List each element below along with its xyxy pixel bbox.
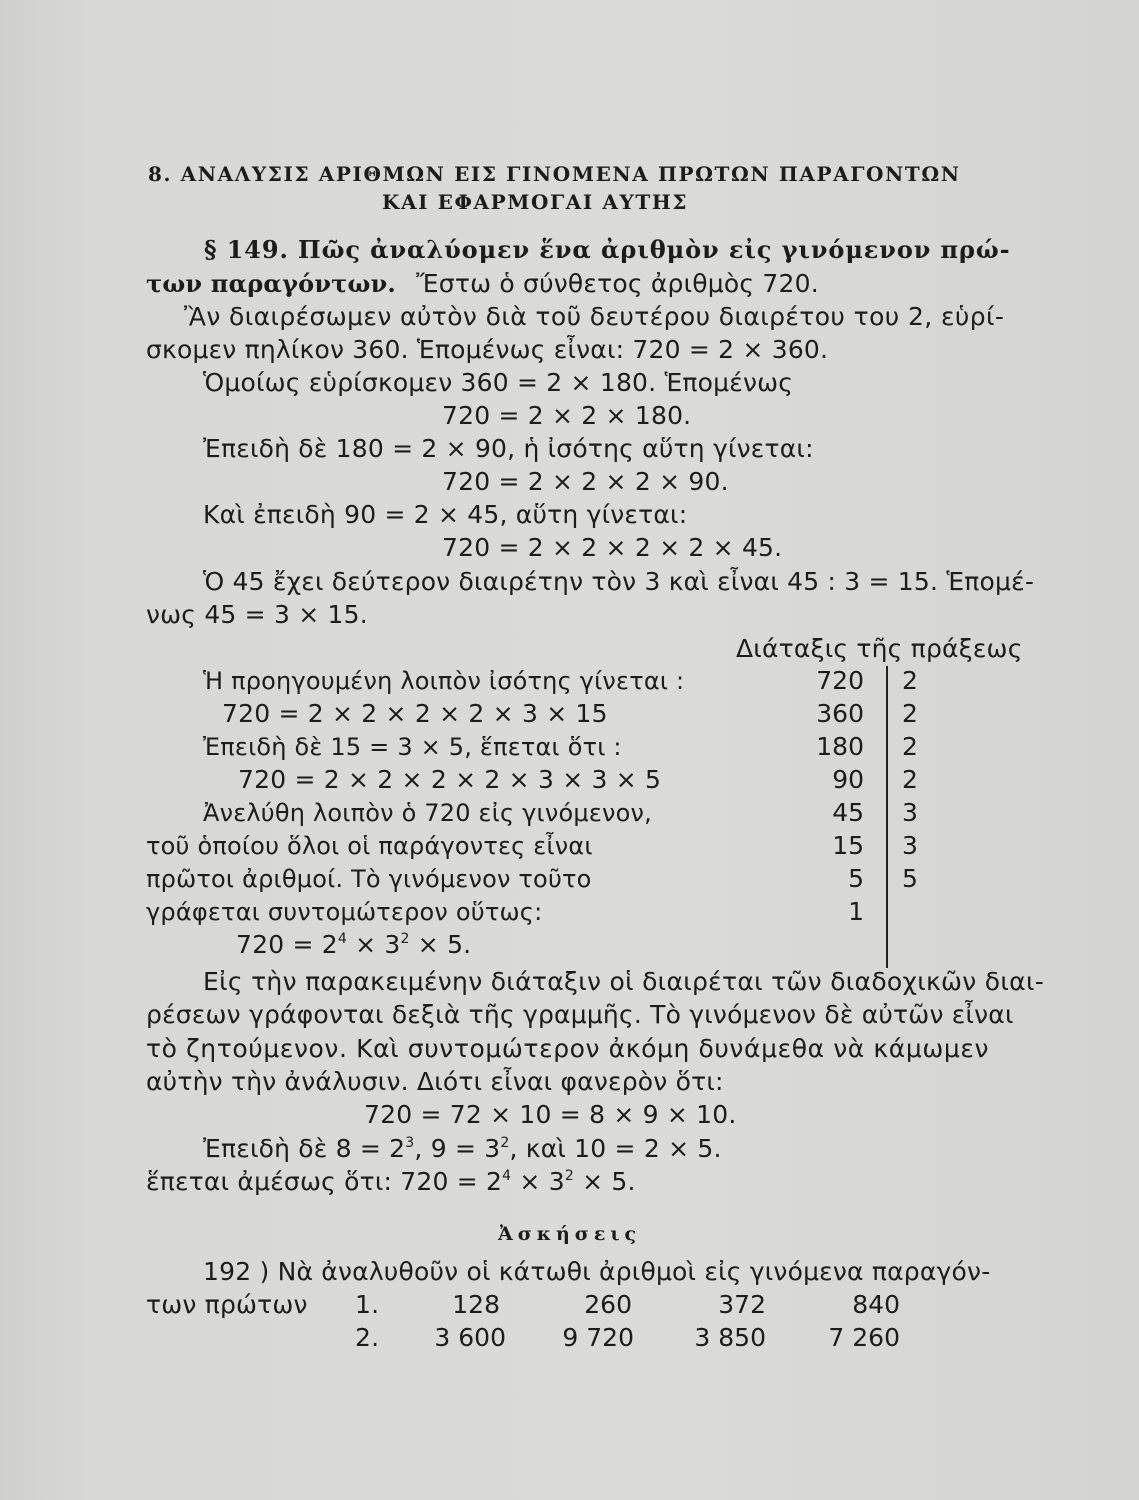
- quotient: 1: [848, 897, 864, 926]
- divisor: 3: [902, 831, 918, 860]
- text-fragment: × 3: [511, 1167, 565, 1196]
- equation: 720 = 2 × 2 × 2 × 90.: [442, 467, 729, 496]
- explanation-equation: 720 = 72 × 10 = 8 × 9 × 10.: [364, 1100, 737, 1129]
- quotient: 360: [816, 699, 864, 728]
- table-caption: Διάταξις τῆς πράξεως: [736, 634, 1023, 663]
- final-factorization: [236, 929, 471, 961]
- exercise-value: 840: [852, 1290, 900, 1319]
- text-line: Ὁ 45 ἔχει δεύτερον διαιρέτην τὸν 3 καὶ εἶναι 45 : 3 = 15. Ἑπομέ-: [203, 567, 1035, 596]
- text-fragment: , 9 = 3: [414, 1134, 501, 1163]
- text-fragment: × 5.: [573, 1167, 636, 1196]
- explanation-line: ρέσεων γράφονται δεξιὰ τῆς γραμμῆς. Τὸ γινόμενον δὲ αὐτῶν εἶναι: [146, 1000, 1014, 1029]
- explanation-line: τὸ ζητούμενον. Καὶ συντομώτερον ἀκόμη δυνάμεθα νὰ κάμωμεν: [146, 1034, 990, 1063]
- text-fragment: Ἐπειδὴ δὲ 8 = 2: [203, 1134, 406, 1163]
- left-equation: 720 = 2 × 2 × 2 × 2 × 3 × 3 × 5: [238, 765, 662, 794]
- quotient: 180: [816, 732, 864, 761]
- divisor: 2: [902, 666, 918, 695]
- exercise-value: 7 260: [828, 1323, 900, 1352]
- quotient: 15: [832, 831, 864, 860]
- final-end: × 5.: [409, 930, 472, 959]
- explanation-line: [146, 1166, 636, 1198]
- exercise-value: 372: [718, 1290, 766, 1319]
- paragraph-title-line2: [146, 268, 819, 300]
- paragraph-title-line1: § 149. Πῶς ἀναλύομεν ἕνα ἀριθμὸν εἰς γινόμενον πρώ-: [204, 235, 1011, 264]
- final-base: 720 = 2: [236, 930, 338, 959]
- left-text-line: πρῶτοι ἀριθμοί. Τὸ γινόμενον τοῦτο: [146, 865, 592, 893]
- text-line: νως 45 = 3 × 15.: [146, 600, 368, 629]
- section-heading-line2: ΚΑΙ ΕΦΑΡΜΟΓΑΙ ΑΥΤΗΣ: [382, 190, 689, 214]
- divisor: 2: [902, 765, 918, 794]
- divisor: 3: [902, 798, 918, 827]
- left-text-line: Ἐπειδὴ δὲ 15 = 3 × 5, ἕπεται ὅτι :: [203, 733, 622, 761]
- exponent: 4: [502, 1168, 512, 1184]
- left-equation: 720 = 2 × 2 × 2 × 2 × 3 × 15: [222, 699, 608, 728]
- text-line: Ἐπειδὴ δὲ 180 = 2 × 90, ἡ ἰσότης αὕτη γίνεται:: [203, 434, 814, 463]
- exercise-value: 128: [452, 1290, 500, 1319]
- explanation-line: Εἰς τὴν παρακειμένην διάταξιν οἱ διαιρέται τῶν διαδοχικῶν διαι-: [203, 967, 1045, 996]
- exponent: 2: [564, 1168, 574, 1184]
- exercise-intro: 192 ) Νὰ ἀναλυθοῦν οἱ κάτωθι ἀριθμοὶ εἰς γινόμενα παραγόν-: [203, 1257, 991, 1286]
- text-line: σκομεν πηλίκον 360. Ἑπομένως εἶναι: 720 = 2 × 360.: [146, 335, 829, 364]
- left-text-line: γράφεται συντομώτερον οὕτως:: [146, 898, 543, 926]
- exercise-row-label: 2.: [355, 1323, 380, 1352]
- text-line: Ὁμοίως εὑρίσκομεν 360 = 2 × 180. Ἑπομένως: [203, 368, 794, 397]
- division-line: [886, 666, 888, 968]
- exercise-value: 3 850: [694, 1323, 766, 1352]
- exponent: 3: [405, 1135, 415, 1151]
- equation: 720 = 2 × 2 × 180.: [442, 401, 692, 430]
- text-fragment: , καὶ 10 = 2 × 5.: [509, 1134, 722, 1163]
- text-fragment: ἕπεται ἀμέσως ὅτι: 720 = 2: [146, 1167, 503, 1196]
- section-heading-line1: 8. ΑΝΑΛΥΣΙΣ ΑΡΙΘΜΩΝ ΕΙΣ ΓΙΝΟΜΕΝΑ ΠΡΩΤΩΝ ΠΑΡΑΓΟΝΤΩΝ: [148, 162, 961, 186]
- text-line: Καὶ ἐπειδὴ 90 = 2 × 45, αὕτη γίνεται:: [203, 500, 688, 529]
- exercises-title: Ἀσκήσεις: [498, 1223, 642, 1245]
- exercise-value: 9 720: [562, 1323, 634, 1352]
- exponent: 2: [500, 1135, 510, 1151]
- quotient: 5: [848, 864, 864, 893]
- divisor: 5: [902, 864, 918, 893]
- exponent: 2: [400, 931, 410, 947]
- left-text-line: Ἡ προηγουμένη λοιπὸν ἰσότης γίνεται :: [203, 667, 685, 695]
- exercise-row-label: 1.: [355, 1290, 380, 1319]
- text-line: Ἂν διαιρέσωμεν αὐτὸν διὰ τοῦ δευτέρου διαιρέτου του 2, εὑρί-: [184, 302, 1005, 331]
- exercise-value: 260: [584, 1290, 632, 1319]
- divisor: 2: [902, 699, 918, 728]
- exponent: 4: [337, 931, 347, 947]
- equation: 720 = 2 × 2 × 2 × 2 × 45.: [442, 533, 783, 562]
- left-text-line: τοῦ ὁποίου ὅλοι οἱ παράγοντες εἶναι: [146, 832, 593, 860]
- exercise-value: 3 600: [434, 1323, 506, 1352]
- left-text-line: Ἀνελύθη λοιπὸν ὁ 720 εἰς γινόμενον,: [203, 799, 652, 827]
- paragraph-intro: Ἔστω ὁ σύνθετος ἀριθμὸς 720.: [416, 269, 819, 298]
- quotient: 90: [832, 765, 864, 794]
- explanation-line: [203, 1133, 722, 1165]
- quotient: 720: [816, 666, 864, 695]
- exercise-lead: των πρώτων: [146, 1290, 308, 1319]
- quotient: 45: [832, 798, 864, 827]
- explanation-line: αὐτὴν τὴν ἀνάλυσιν. Διότι εἶναι φανερὸν ὅτι:: [146, 1067, 724, 1096]
- divisor: 2: [902, 732, 918, 761]
- final-mid: × 3: [346, 930, 401, 959]
- paragraph-title-rest: των παραγόντων.: [146, 269, 396, 298]
